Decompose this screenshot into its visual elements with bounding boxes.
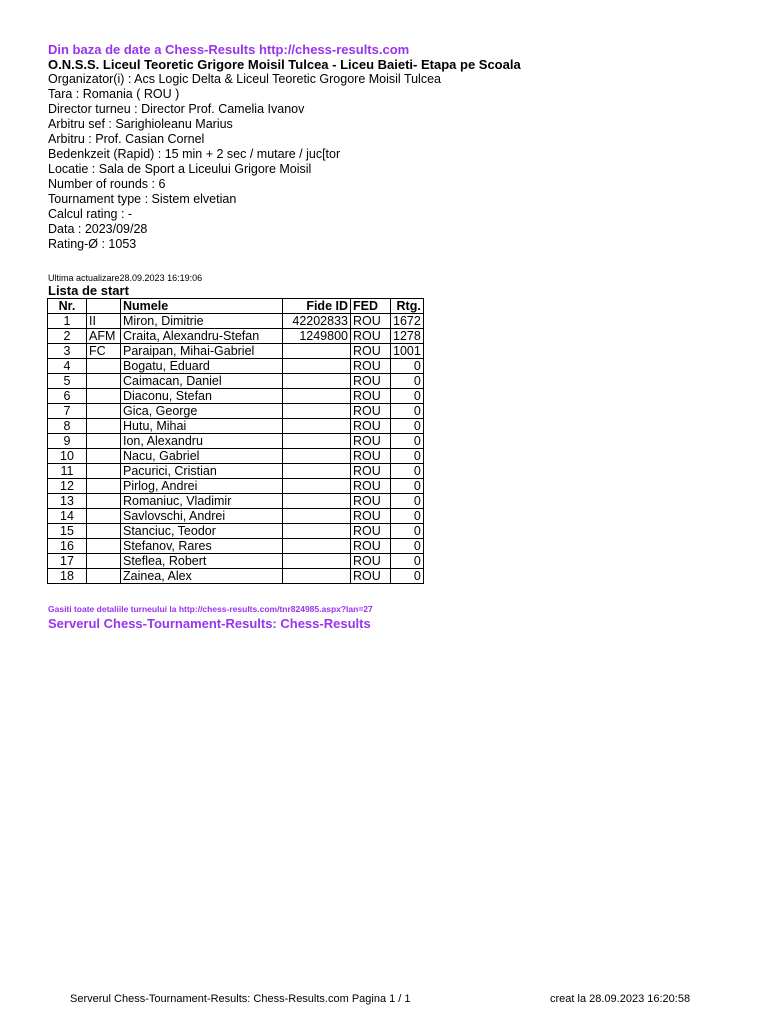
cell-name: Ion, Alexandru xyxy=(121,434,283,449)
cell-title xyxy=(87,464,121,479)
cell-name: Gica, George xyxy=(121,404,283,419)
cell-nr: 16 xyxy=(48,539,87,554)
cell-fide-id xyxy=(283,509,351,524)
country-line: Tara : Romania ( ROU ) xyxy=(48,87,180,101)
cell-rating: 1672 xyxy=(391,314,424,329)
cell-fed: ROU xyxy=(351,479,391,494)
cell-fide-id xyxy=(283,344,351,359)
cell-name: Zainea, Alex xyxy=(121,569,283,584)
cell-name: Stanciuc, Teodor xyxy=(121,524,283,539)
tournament-info xyxy=(48,72,441,252)
cell-title xyxy=(87,509,121,524)
cell-title xyxy=(87,569,121,584)
cell-title: II xyxy=(87,314,121,329)
cell-name: Hutu, Mihai xyxy=(121,419,283,434)
cell-rating: 0 xyxy=(391,479,424,494)
cell-fide-id xyxy=(283,404,351,419)
cell-title xyxy=(87,539,121,554)
cell-title xyxy=(87,479,121,494)
table-body xyxy=(48,314,424,584)
cell-title xyxy=(87,494,121,509)
table-row xyxy=(48,389,424,404)
cell-name: Paraipan, Mihai-Gabriel xyxy=(121,344,283,359)
cell-name: Romaniuc, Vladimir xyxy=(121,494,283,509)
cell-rating: 0 xyxy=(391,524,424,539)
organizer-line: Organizator(i) : Acs Logic Delta & Liceul Teoretic Grogore Moisil Tulcea xyxy=(48,72,441,86)
cell-name: Nacu, Gabriel xyxy=(121,449,283,464)
cell-rating: 0 xyxy=(391,404,424,419)
cell-nr: 11 xyxy=(48,464,87,479)
cell-fed: ROU xyxy=(351,434,391,449)
cell-nr: 1 xyxy=(48,314,87,329)
cell-fide-id xyxy=(283,479,351,494)
cell-rating: 0 xyxy=(391,449,424,464)
cell-title: FC xyxy=(87,344,121,359)
rating-calc-line: Calcul rating : - xyxy=(48,207,133,221)
table-row xyxy=(48,569,424,584)
cell-fide-id xyxy=(283,494,351,509)
location-line: Locatie : Sala de Sport a Liceului Grigore Moisil xyxy=(48,162,312,176)
cell-name: Craita, Alexandru-Stefan xyxy=(121,329,283,344)
cell-fide-id xyxy=(283,359,351,374)
cell-fide-id xyxy=(283,569,351,584)
table-row xyxy=(48,479,424,494)
date-line: Data : 2023/09/28 xyxy=(48,222,148,236)
rounds-line: Number of rounds : 6 xyxy=(48,177,166,191)
table-row xyxy=(48,359,424,374)
table-row xyxy=(48,554,424,569)
cell-fed: ROU xyxy=(351,404,391,419)
cell-name: Diaconu, Stefan xyxy=(121,389,283,404)
cell-fide-id xyxy=(283,449,351,464)
last-update-text: Ultima actualizare28.09.2023 16:19:06 xyxy=(48,273,203,283)
table-row xyxy=(48,494,424,509)
server-link[interactable]: Serverul Chess-Tournament-Results: Chess-Results xyxy=(48,616,371,631)
table-row xyxy=(48,344,424,359)
cell-fed: ROU xyxy=(351,494,391,509)
table-row xyxy=(48,374,424,389)
cell-name: Stefanov, Rares xyxy=(121,539,283,554)
cell-name: Bogatu, Eduard xyxy=(121,359,283,374)
cell-fed: ROU xyxy=(351,524,391,539)
cell-rating: 1278 xyxy=(391,329,424,344)
table-row xyxy=(48,329,424,344)
tournament-title: O.N.S.S. Liceul Teoretic Grigore Moisil Tulcea - Liceu Baieti- Etapa pe Scoala xyxy=(48,57,521,72)
cell-fed: ROU xyxy=(351,374,391,389)
cell-nr: 18 xyxy=(48,569,87,584)
table-row xyxy=(48,449,424,464)
tournament-details-link[interactable]: Gasiti toate detaliile turneului la http://chess-results.com/tnr824985.aspx?lan=27 xyxy=(48,604,373,614)
cell-fed: ROU xyxy=(351,569,391,584)
cell-name: Miron, Dimitrie xyxy=(121,314,283,329)
header-fide-id: Fide ID xyxy=(283,299,351,314)
cell-title xyxy=(87,524,121,539)
table-row xyxy=(48,404,424,419)
cell-fed: ROU xyxy=(351,344,391,359)
cell-rating: 0 xyxy=(391,359,424,374)
cell-title xyxy=(87,389,121,404)
cell-fide-id xyxy=(283,539,351,554)
chief-arbiter-line: Arbitru sef : Sarighioleanu Marius xyxy=(48,117,233,131)
cell-nr: 7 xyxy=(48,404,87,419)
cell-nr: 4 xyxy=(48,359,87,374)
cell-name: Caimacan, Daniel xyxy=(121,374,283,389)
cell-fed: ROU xyxy=(351,539,391,554)
table-row xyxy=(48,524,424,539)
cell-rating: 0 xyxy=(391,569,424,584)
cell-name: Savlovschi, Andrei xyxy=(121,509,283,524)
cell-rating: 0 xyxy=(391,509,424,524)
cell-name: Steflea, Robert xyxy=(121,554,283,569)
header-nr: Nr. xyxy=(48,299,87,314)
table-row xyxy=(48,419,424,434)
tournament-type-line: Tournament type : Sistem elvetian xyxy=(48,192,237,206)
cell-rating: 0 xyxy=(391,419,424,434)
cell-title xyxy=(87,554,121,569)
table-row xyxy=(48,434,424,449)
cell-nr: 10 xyxy=(48,449,87,464)
cell-fed: ROU xyxy=(351,554,391,569)
cell-nr: 13 xyxy=(48,494,87,509)
start-list-table xyxy=(47,298,424,584)
cell-fide-id: 1249800 xyxy=(283,329,351,344)
header-rating: Rtg. xyxy=(391,299,424,314)
cell-nr: 17 xyxy=(48,554,87,569)
cell-rating: 0 xyxy=(391,539,424,554)
cell-rating: 0 xyxy=(391,554,424,569)
cell-nr: 5 xyxy=(48,374,87,389)
cell-rating: 0 xyxy=(391,464,424,479)
header-fed: FED xyxy=(351,299,391,314)
arbiter-line: Arbitru : Prof. Casian Cornel xyxy=(48,132,205,146)
cell-nr: 3 xyxy=(48,344,87,359)
table-row xyxy=(48,314,424,329)
cell-fed: ROU xyxy=(351,329,391,344)
cell-fide-id xyxy=(283,464,351,479)
cell-fide-id: 42202833 xyxy=(283,314,351,329)
cell-rating: 0 xyxy=(391,389,424,404)
cell-title: AFM xyxy=(87,329,121,344)
header-title xyxy=(87,299,121,314)
cell-rating: 0 xyxy=(391,434,424,449)
table-row xyxy=(48,464,424,479)
cell-name: Pirlog, Andrei xyxy=(121,479,283,494)
footer-server-page: Serverul Chess-Tournament-Results: Chess-Results.com Pagina 1 / 1 xyxy=(70,993,411,1005)
cell-title xyxy=(87,359,121,374)
table-row xyxy=(48,509,424,524)
cell-title xyxy=(87,419,121,434)
cell-nr: 8 xyxy=(48,419,87,434)
footer-created: creat la 28.09.2023 16:20:58 xyxy=(550,993,691,1005)
cell-rating: 1001 xyxy=(391,344,424,359)
start-list-title: Lista de start xyxy=(48,283,129,298)
chess-results-source-link[interactable]: Din baza de date a Chess-Results http://chess-results.com xyxy=(48,42,410,57)
rating-average-line: Rating-Ø : 1053 xyxy=(48,237,137,251)
cell-fed: ROU xyxy=(351,359,391,374)
cell-title xyxy=(87,404,121,419)
time-control-line: Bedenkzeit (Rapid) : 15 min + 2 sec / mutare / juc[tor xyxy=(48,147,341,161)
director-line: Director turneu : Director Prof. Camelia Ivanov xyxy=(48,102,305,116)
cell-title xyxy=(87,449,121,464)
cell-fide-id xyxy=(283,419,351,434)
cell-fed: ROU xyxy=(351,419,391,434)
cell-fed: ROU xyxy=(351,509,391,524)
cell-fide-id xyxy=(283,389,351,404)
cell-fed: ROU xyxy=(351,464,391,479)
cell-fide-id xyxy=(283,374,351,389)
cell-nr: 9 xyxy=(48,434,87,449)
table-row xyxy=(48,539,424,554)
cell-fide-id xyxy=(283,554,351,569)
cell-nr: 2 xyxy=(48,329,87,344)
table-header-row xyxy=(48,299,424,314)
cell-nr: 12 xyxy=(48,479,87,494)
cell-fide-id xyxy=(283,524,351,539)
cell-rating: 0 xyxy=(391,374,424,389)
cell-nr: 6 xyxy=(48,389,87,404)
cell-title xyxy=(87,434,121,449)
cell-fed: ROU xyxy=(351,314,391,329)
cell-rating: 0 xyxy=(391,494,424,509)
cell-nr: 15 xyxy=(48,524,87,539)
cell-fed: ROU xyxy=(351,449,391,464)
cell-title xyxy=(87,374,121,389)
cell-name: Pacurici, Cristian xyxy=(121,464,283,479)
cell-fed: ROU xyxy=(351,389,391,404)
header-name: Numele xyxy=(121,299,283,314)
cell-nr: 14 xyxy=(48,509,87,524)
cell-fide-id xyxy=(283,434,351,449)
